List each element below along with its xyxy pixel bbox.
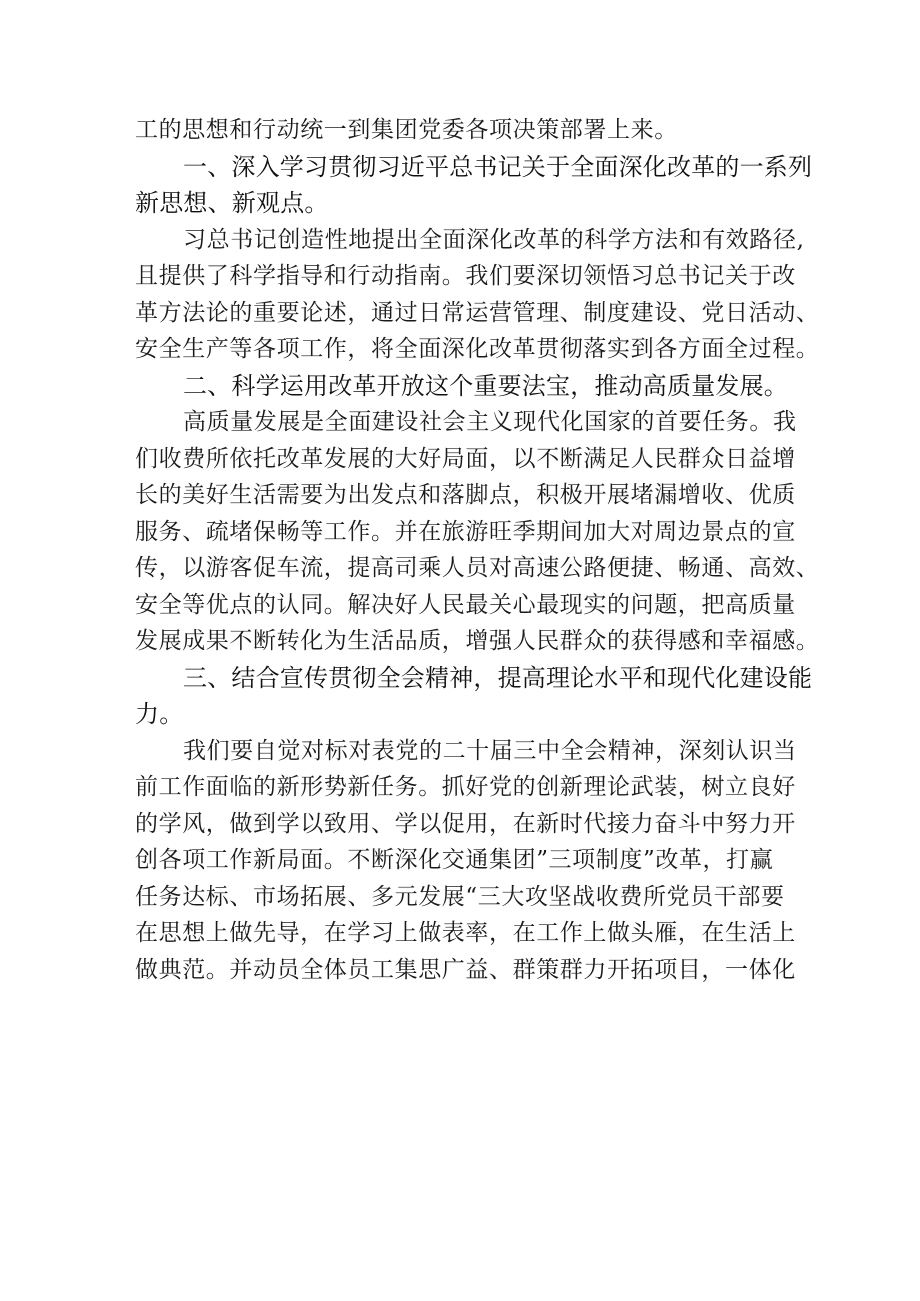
section-heading-line: 力。 [135,700,184,728]
paragraph-line: 们收费所依托改革发展的大好局面，以不断满足人民群众日益增 [135,445,796,472]
paragraph-line: 工的思想和行动统一到集团党委各项决策部署上来。 [135,117,678,143]
paragraph-line: 习总书记创造性地提出全面深化改革的科学方法和有效路径, [183,226,805,253]
paragraph-line: 传，以游客促车流，提高司乘人员对高速公路便捷、畅通、高效、 [135,555,820,581]
paragraph-line: 前工作面临的新形势新任务。抓好党的创新理论武装，树立良好 [135,774,796,800]
paragraph-line: 创各项工作新局面。不断深化交通集团”三项制度”改革，打赢 [135,847,774,873]
paragraph-line: 高质量发展是全面建设社会主义现代化国家的首要任务。我 [183,409,797,435]
section-heading-line: 二、科学运用改革开放这个重要法宝，推动高质量发展。 [183,371,788,400]
paragraph-line: 安全生产等各项工作，将全面深化改革贯彻落实到各方面全过程。 [135,336,820,362]
paragraph-line: 做典范。并动员全体员工集思广益、群策群力开拓项目，一体化 [135,956,796,983]
document-body [135,112,820,988]
paragraph-line: 革方法论的重要论述，通过日常运营管理、制度建设、党日活动、 [135,299,820,326]
paragraph-line: 安全等优点的认同。解决好人民最关心最现实的问题，把高质量 [135,591,796,618]
paragraph-line: 服务、疏堵保畅等工作。并在旅游旺季期间加大对周边景点的宣 [135,518,796,545]
paragraph-line: 且提供了科学指导和行动指南。我们要深切领悟习总书记关于改 [135,263,796,289]
section-heading-line: 三、结合宣传贯彻全会精神，提高理论水平和现代化建设能 [183,663,813,692]
section-heading-line: 新思想、新观点。 [135,189,329,217]
paragraph-line: 我们要自觉对标对表党的二十届三中全会精神，深刻认识当 [183,737,797,764]
paragraph-line: 长的美好生活需要为出发点和落脚点，积极开展堵漏增收、优质 [135,482,796,508]
paragraph-line: 发展成果不断转化为生活品质，增强人民群众的获得感和幸福感。 [135,628,820,654]
paragraph-line: 在思想上做先导，在学习上做表率，在工作上做头雁，在生活上 [135,920,796,946]
paragraph-line: 的学风，做到学以致用、学以促用，在新时代接力奋斗中努力开 [135,810,796,837]
paragraph-line: 任务达标、市场拓展、多元发展“三大攻坚战收费所党员干部要 [135,883,785,910]
section-heading-line: 一、深入学习贯彻习近平总书记关于全面深化改革的一系列 [183,152,813,181]
